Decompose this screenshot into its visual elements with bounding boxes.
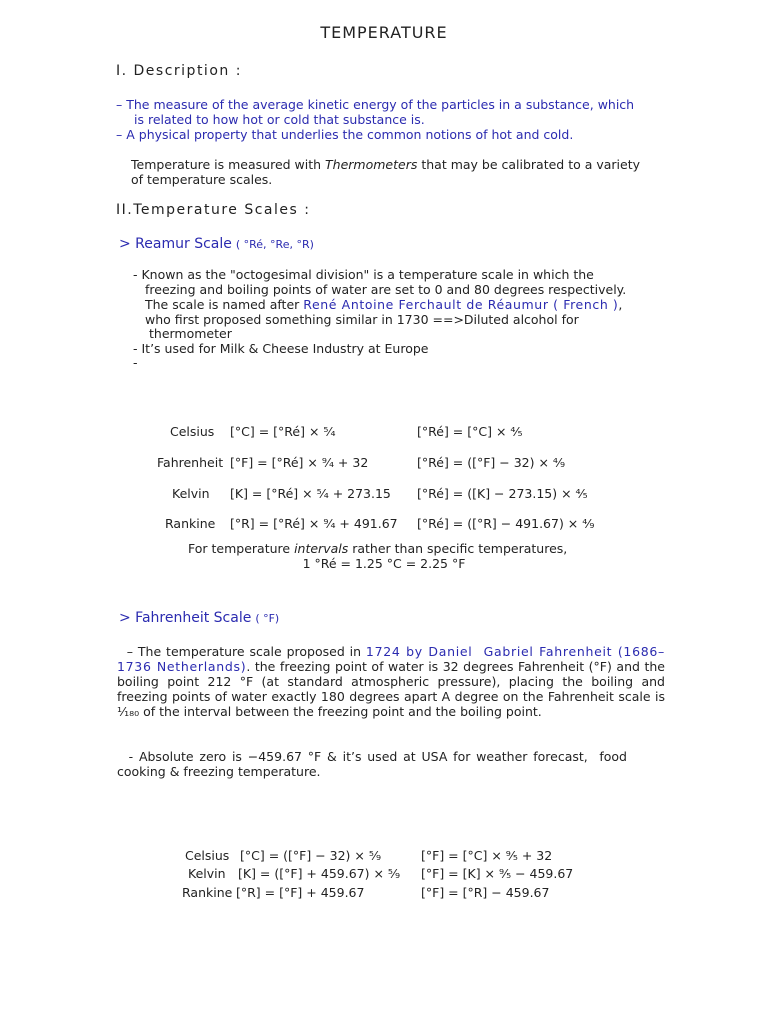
- text: . the freezing point of water is 32 degrees Fahrenheit (°F) and the boiling point 212 °F (at standard atmospheric pressure), placing the boiling and freezing points of water exactly 180 degrees apart A degree on the Fahrenheit scale is ¹⁄₁₈₀ of the interval between the freezing point and the boiling point.: [117, 659, 669, 719]
- formula-name: Celsius: [170, 424, 215, 439]
- reamur-line: thermometer: [149, 326, 232, 341]
- interval-note: [188, 541, 567, 556]
- reamur-line: freezing and boiling points of water are set to 0 and 80 degrees respectively.: [145, 282, 627, 297]
- emphasis: Thermometers: [325, 157, 418, 172]
- formula-to: [°R] = [°F] + 459.67: [236, 885, 365, 900]
- formula-to: [°C] = ([°F] − 32) × ⁵⁄₉: [240, 848, 381, 863]
- emphasis: intervals: [294, 541, 349, 556]
- formula-name: Celsius: [185, 848, 230, 863]
- units: ( °F): [255, 612, 280, 625]
- reamur-line: -: [133, 355, 138, 370]
- text: ,: [618, 297, 623, 312]
- fahrenheit-paragraph-2: - Absolute zero is −459.67 °F & it’s used at USA for weather forecast, food cooking & freezing temperature.: [117, 749, 631, 779]
- formula-name: Rankine: [182, 885, 233, 900]
- formula-name: Rankine: [165, 516, 216, 531]
- reamur-line: who first proposed something similar in 1730 ==>Diluted alcohol for: [145, 312, 579, 327]
- fahrenheit-heading: [119, 610, 279, 626]
- formula-from: [°Ré] = ([°R] − 491.67) × ⁴⁄₉: [417, 516, 595, 531]
- inventor: 1724 by Daniel Gabriel Fahrenheit (1686–1736 Netherlands): [117, 644, 665, 674]
- interval-equation: 1 °Ré = 1.25 °C = 2.25 °F: [302, 556, 466, 571]
- description-bullet: – A physical property that underlies the common notions of hot and cold.: [116, 127, 574, 142]
- reamur-heading: [119, 236, 314, 252]
- formula-to: [K] = ([°F] + 459.67) × ⁵⁄₉: [238, 866, 401, 881]
- bullet-text: A physical property that underlies the common notions of hot and cold.: [126, 127, 574, 142]
- person-name: René Antoine Ferchault de Réaumur ( French ): [303, 297, 619, 312]
- formula-name: Fahrenheit: [157, 455, 224, 470]
- text: Temperature is measured with: [131, 157, 326, 172]
- text: The scale is named after: [145, 297, 304, 312]
- formula-to: [°F] = [°Ré] × ⁹⁄₄ + 32: [230, 455, 369, 470]
- units: ( °Ré, °Re, °R): [235, 238, 314, 251]
- reamur-line: - Known as the "octogesimal division" is a temperature scale in which the: [133, 267, 594, 282]
- description-bullet: – The measure of the average kinetic energy of the particles in a substance, which: [116, 97, 635, 112]
- text: – The temperature scale proposed in: [117, 644, 366, 659]
- formula-from: [°Ré] = [°C] × ⁴⁄₅: [417, 424, 523, 439]
- description-paragraph: [131, 157, 640, 172]
- heading-text: > Fahrenheit Scale: [119, 610, 252, 626]
- description-paragraph-cont: of temperature scales.: [131, 172, 273, 187]
- formula-from: [°F] = [°C] × ⁹⁄₅ + 32: [421, 848, 553, 863]
- fahrenheit-paragraph: [117, 644, 669, 719]
- scales-heading: II.Temperature Scales :: [116, 202, 311, 218]
- bullet-text: The measure of the average kinetic energy of the particles in a substance, which: [126, 97, 635, 112]
- formula-from: [°F] = [°R] − 459.67: [421, 885, 550, 900]
- text: For temperature: [188, 541, 295, 556]
- description-heading: I. Description :: [116, 63, 242, 79]
- text: that may be calibrated to a variety: [417, 157, 641, 172]
- description-bullet-cont: is related to how hot or cold that substance is.: [134, 112, 425, 127]
- formula-from: [°Ré] = ([°F] − 32) × ⁴⁄₉: [417, 455, 566, 470]
- formula-from: [°Ré] = ([K] − 273.15) × ⁴⁄₅: [417, 486, 588, 501]
- formula-name: Kelvin: [188, 866, 226, 881]
- reamur-line: [145, 297, 622, 312]
- text: rather than specific temperatures,: [348, 541, 568, 556]
- page-title: TEMPERATURE: [320, 23, 448, 42]
- heading-text: > Reamur Scale: [119, 236, 232, 252]
- formula-to: [K] = [°Ré] × ⁵⁄₄ + 273.15: [230, 486, 391, 501]
- formula-to: [°R] = [°Ré] × ⁹⁄₄ + 491.67: [230, 516, 398, 531]
- formula-name: Kelvin: [172, 486, 210, 501]
- formula-to: [°C] = [°Ré] × ⁵⁄₄: [230, 424, 336, 439]
- reamur-line: - It’s used for Milk & Cheese Industry at Europe: [133, 341, 429, 356]
- formula-from: [°F] = [K] × ⁹⁄₅ − 459.67: [421, 866, 574, 881]
